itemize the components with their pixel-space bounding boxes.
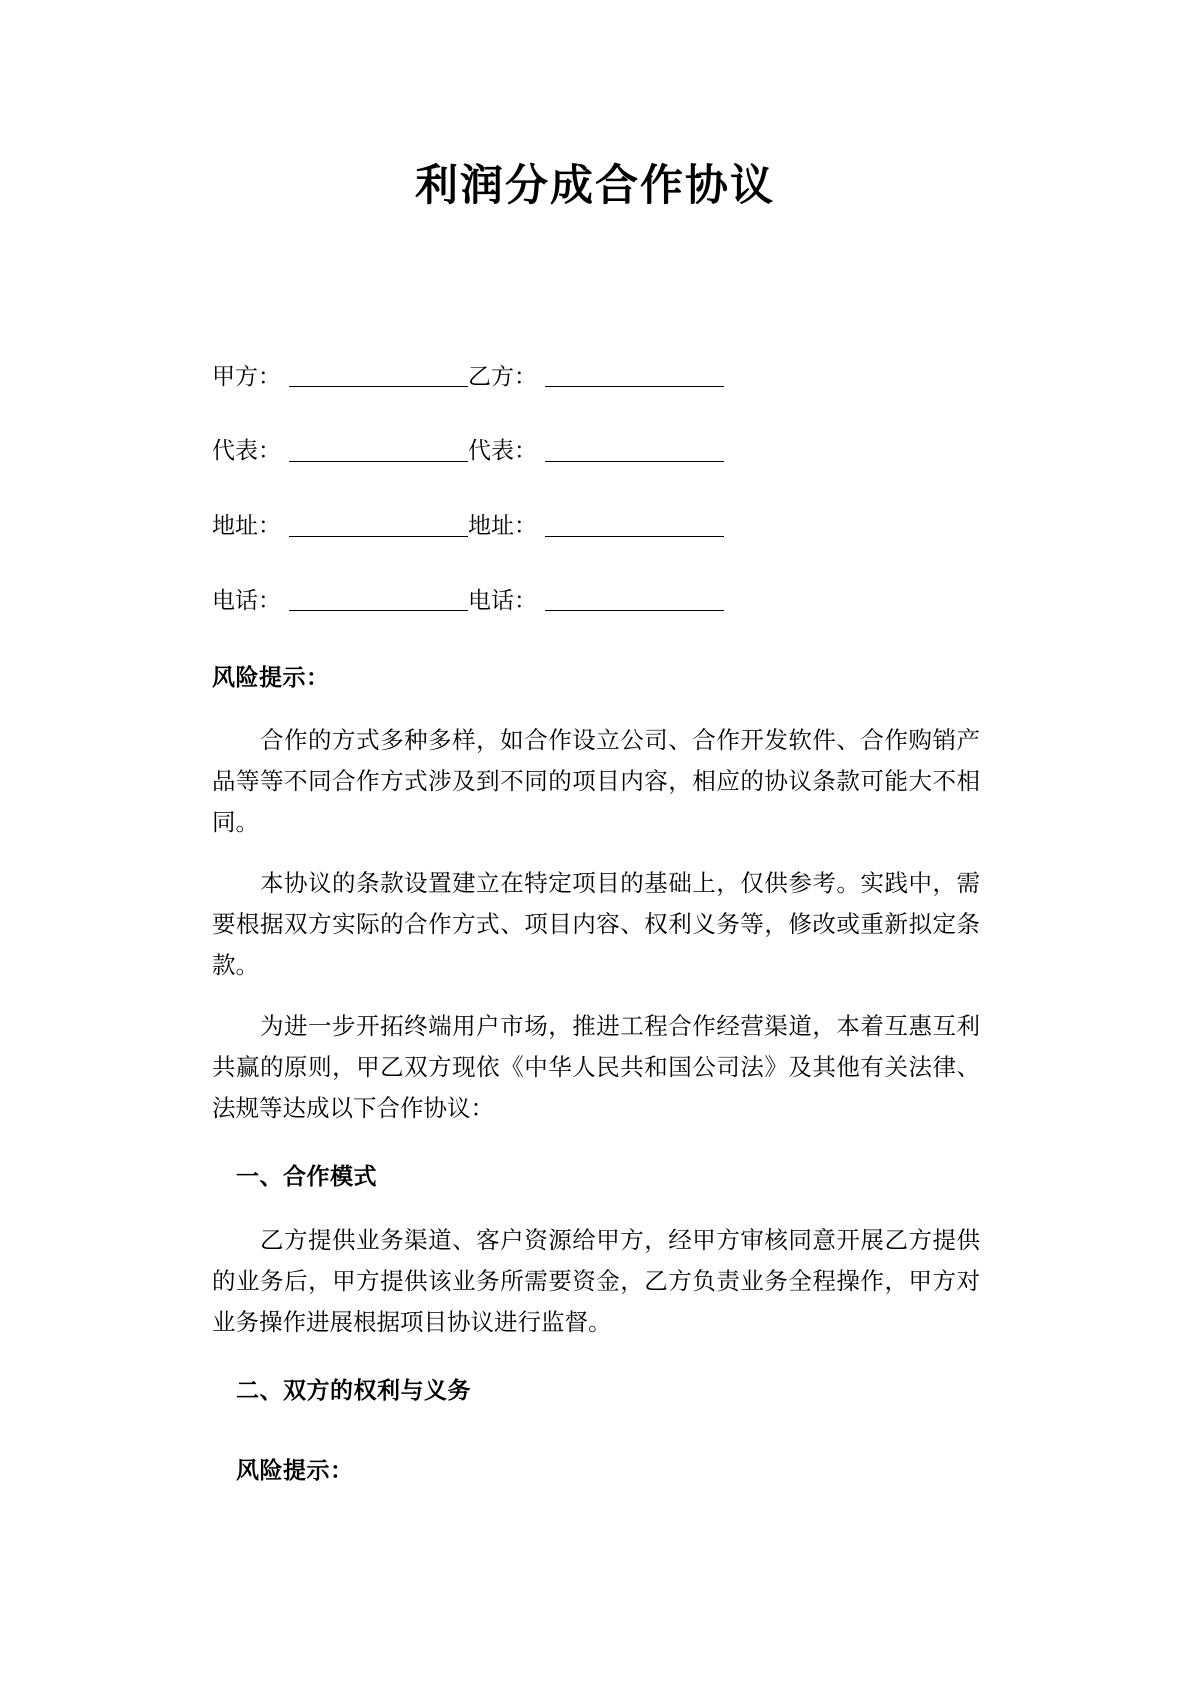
party-b-label: 乙方： [468,363,537,390]
party-field-address-a [212,513,468,541]
phone-b-input-line[interactable] [545,609,724,611]
phone-a-input-line[interactable] [289,609,468,611]
paragraph-cooperation-model-body: 乙方提供业务渠道、客户资源给甲方，经甲方审核同意开展乙方提供的业务后，甲方提供该业务所需要资金，乙方负责业务全程操作，甲方对业务操作进展根据项目协议进行监督。 [212,1225,980,1336]
party-b-input-line[interactable] [545,385,724,387]
address-b-input-line[interactable] [545,535,724,537]
representative-b-label: 代表： [468,438,537,465]
party-row-1 [212,364,1010,392]
spacer [212,1433,980,1455]
party-field-phone-b [468,588,724,616]
address-a-input-line[interactable] [289,535,468,537]
address-a-label: 地址： [212,512,281,539]
party-field-phone-a [212,588,468,616]
party-field-party-a [212,364,468,392]
representative-b-input-line[interactable] [545,460,724,462]
party-information-block [0,364,1190,615]
phone-b-label: 电话： [468,587,537,614]
party-row-3 [212,513,1010,541]
section-heading-rights-and-obligations: 二、双方的权利与义务 [236,1377,471,1404]
party-field-party-b [468,364,724,392]
representative-a-label: 代表： [212,438,281,465]
representative-a-input-line[interactable] [289,460,468,462]
party-row-2 [212,438,1010,466]
document-body [0,662,1190,1487]
spacer [212,1363,980,1375]
party-field-representative-b [468,438,724,466]
risk-notice-heading-2: 风险提示： [236,1457,354,1484]
risk-notice-heading-1: 风险提示： [212,665,330,692]
paragraph-cooperation-forms: 合作的方式多种多样，如合作设立公司、合作开发软件、合作购销产品等等不同合作方式涉及到不同的项目内容，相应的协议条款可能大不相同。 [212,726,980,837]
party-field-address-b [468,513,724,541]
paragraph-preamble: 为进一步开拓终端用户市场，推进工程合作经营渠道，本着互惠互利共赢的原则，甲乙双方现依《中华人民共和国公司法》及其他有关法律、法规等达成以下合作协议： [212,1012,980,1123]
phone-a-label: 电话： [212,587,281,614]
party-field-representative-a [212,438,468,466]
address-b-label: 地址： [468,512,537,539]
paragraph-terms-reference: 本协议的条款设置建立在特定项目的基础上，仅供参考。实践中，需要根据双方实际的合作方式、项目内容、权利义务等，修改或重新拟定条款。 [212,869,980,980]
party-row-4 [212,588,1010,616]
section-heading-cooperation-model: 一、合作模式 [236,1164,377,1191]
spacer [212,1149,980,1161]
party-a-label: 甲方： [212,363,281,390]
party-a-input-line[interactable] [289,385,468,387]
page-title: 利润分成合作协议 [415,161,775,211]
